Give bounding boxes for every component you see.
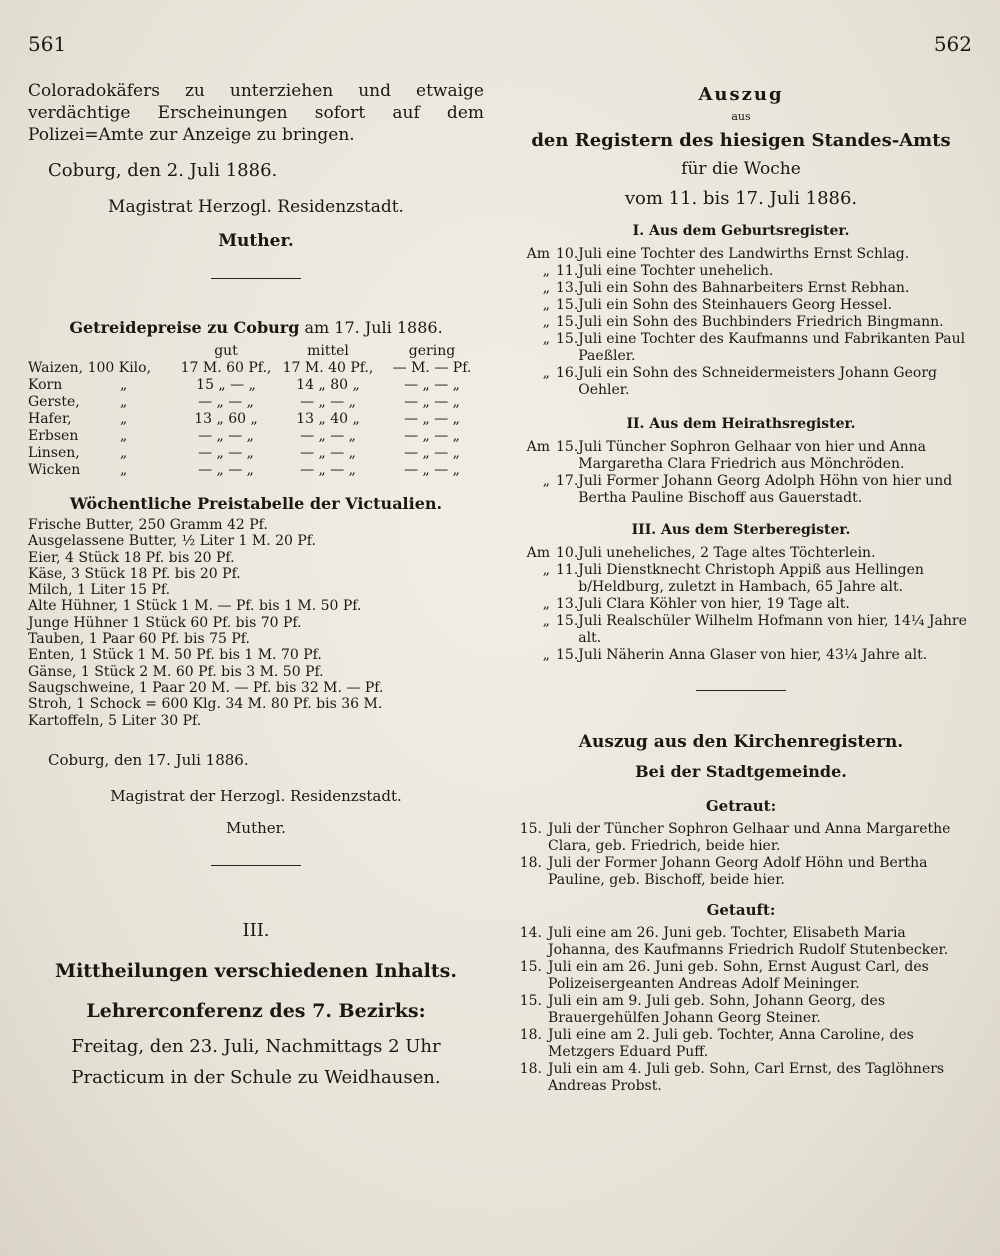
ditto-mark: „ — [120, 377, 128, 393]
grain-name-label: Linsen, — [28, 445, 80, 461]
grain-prices-date: am 17. Juli 1886. — [304, 318, 443, 337]
grain-price-mittel: — „ — „ — [300, 428, 356, 444]
grain-price-gut: 17 M. 60 Pf., — [180, 360, 272, 376]
entry-day: 17. — [556, 473, 579, 489]
grain-price-header-row — [28, 343, 484, 360]
entry-text: Juli Näherin Anna Glaser von hier, 43¼ Jahre alt. — [578, 647, 928, 663]
ditto-mark: „ — [120, 428, 128, 444]
section-number: III. — [242, 919, 270, 941]
prices-signature: Muther. — [226, 818, 286, 837]
entry-day: 15. — [556, 297, 579, 313]
entry-text: Juli der Tüncher Sophron Gelhaar und Anna Margarethe Clara, geb. Friedrich, beide hier. — [548, 821, 951, 854]
registry-heading: Auszug — [698, 84, 784, 105]
entry-text: Juli Dienstknecht Christoph Appiß aus Hellingen b/Heldburg, zuletzt in Hambach, 65 Jahre alt. — [578, 562, 924, 595]
entry-day: 15. — [556, 314, 579, 330]
married-table — [510, 821, 972, 889]
grain-header-gering: gering — [408, 343, 456, 359]
grain-price-gering: — „ — „ — [404, 445, 460, 461]
page-number-left: 561 — [28, 32, 67, 56]
grain-price-row — [28, 394, 484, 411]
grain-name-label: Korn — [28, 377, 63, 393]
registry-heading-week: für die Woche — [681, 159, 801, 179]
grain-name — [28, 428, 176, 445]
birth-entry — [510, 331, 972, 365]
section-title: Mittheilungen verschiedenen Inhalts. — [55, 959, 457, 982]
grain-price-gering: — „ — „ — [404, 377, 460, 393]
victual-price-line: Milch, 1 Liter 15 Pf. — [28, 582, 171, 599]
entry-lead: „ — [542, 263, 550, 279]
grain-price-gut: — „ — „ — [198, 428, 254, 444]
victual-price-title: Wöchentliche Preistabelle der Victualien. — [69, 494, 443, 513]
entry-text: Juli Realschüler Wilhelm Hofmann von hier, 14¼ Jahre alt. — [578, 613, 967, 646]
grain-name — [28, 411, 176, 428]
grain-prices-title: Getreidepreise zu Coburg — [69, 318, 300, 337]
entry-lead: „ — [542, 562, 550, 578]
grain-name-label: Hafer, — [28, 411, 72, 427]
grain-price-mittel: — „ — „ — [300, 445, 356, 461]
prices-signer: Magistrat der Herzogl. Residenzstadt. — [110, 786, 402, 805]
entry-text: Juli eine am 2. Juli geb. Tochter, Anna Caroline, des Metzgers Eduard Puff. — [548, 1027, 914, 1060]
divider — [211, 278, 301, 279]
birth-entry — [510, 314, 972, 331]
birth-entry — [510, 263, 972, 280]
grain-price-row — [28, 377, 484, 394]
grain-price-row — [28, 445, 484, 462]
victual-price-line: Stroh, 1 Schock = 600 Klg. 34 M. 80 Pf. bis 36 M. — [28, 696, 383, 713]
entry-text: Juli ein Sohn des Bahnarbeiters Ernst Rebhan. — [578, 280, 910, 296]
entry-day: 13. — [556, 596, 579, 612]
entry-day: 15. — [556, 331, 579, 347]
grain-name-label: Wicken — [28, 462, 81, 478]
entry-text: Juli Tüncher Sophron Gelhaar von hier und Anna Margaretha Clara Friedrich aus Mönchröden. — [578, 439, 927, 472]
birth-entry — [510, 246, 972, 263]
entry-day: 15. — [556, 439, 579, 455]
entry-day: 10. — [556, 545, 579, 561]
grain-price-row — [28, 462, 484, 479]
baptized-title: Getauft: — [706, 901, 776, 919]
baptized-entry — [510, 993, 972, 1027]
conference-line-2: Practicum in der Schule zu Weidhausen. — [71, 1066, 441, 1088]
death-entry — [510, 545, 972, 562]
entry-day: 15. — [556, 647, 579, 663]
grain-price-gut: — „ — „ — [198, 462, 254, 478]
notice-date: Coburg, den 2. Juli 1886. — [48, 160, 278, 181]
entry-lead: Am — [526, 545, 550, 561]
ditto-mark: „ — [120, 394, 128, 410]
entry-day: 11. — [556, 562, 579, 578]
birth-entry — [510, 297, 972, 314]
grain-name-label: Gerste, — [28, 394, 80, 410]
entry-text: Juli ein Sohn des Steinhauers Georg Hessel. — [578, 297, 892, 313]
marriage-register-table — [510, 439, 972, 507]
married-entry — [510, 855, 972, 889]
grain-price-gut: 15 „ — „ — [196, 377, 256, 393]
entry-text: Juli uneheliches, 2 Tage altes Töchterlein. — [578, 545, 876, 561]
victual-price-line: Alte Hühner, 1 Stück 1 M. — Pf. bis 1 M. 50 Pf. — [28, 598, 362, 615]
grain-price-gering: — „ — „ — [404, 394, 460, 410]
divider-2 — [211, 865, 301, 866]
baptized-entry — [510, 1027, 972, 1061]
married-title: Getraut: — [705, 797, 777, 815]
intro-paragraph: Coloradokäfers zu unterziehen und etwaige verdächtige Erscheinungen sofort auf dem Polizei=Amte zur Anzeige zu bringen. — [28, 81, 484, 145]
victual-price-line: Junge Hühner 1 Stück 60 Pf. bis 70 Pf. — [28, 614, 302, 631]
victual-price-line: Enten, 1 Stück 1 M. 50 Pf. bis 1 M. 70 Pf. — [28, 647, 322, 664]
victual-price-list — [28, 517, 484, 729]
entry-lead: „ — [542, 596, 550, 612]
married-entry — [510, 821, 972, 855]
grain-name — [28, 394, 176, 411]
grain-price-gut: — „ — „ — [198, 394, 254, 410]
victual-price-line: Kartoffeln, 5 Liter 30 Pf. — [28, 712, 202, 729]
ditto-mark: „ — [120, 445, 128, 461]
entry-text: Juli ein Sohn des Schneidermeisters Johann Georg Oehler. — [578, 365, 937, 398]
entry-text: Juli ein am 26. Juni geb. Sohn, Ernst August Carl, des Polizeisergeanten Andreas Adolf Meininger. — [548, 959, 929, 992]
registry-heading-aus: aus — [731, 110, 751, 123]
grain-price-gering: — M. — Pf. — [392, 360, 472, 376]
entry-lead: „ — [542, 613, 550, 629]
grain-price-gut: 13 „ 60 „ — [194, 411, 258, 427]
grain-name-label: Erbsen — [28, 428, 79, 444]
entry-day: 10. — [556, 246, 579, 262]
entry-text: Juli eine am 26. Juni geb. Tochter, Elisabeth Maria Johanna, des Kaufmanns Friedrich Rudolf Stutenbecker. — [548, 925, 949, 958]
death-entry — [510, 613, 972, 647]
page-number-right: 562 — [933, 32, 972, 56]
ditto-mark: „ — [120, 462, 128, 478]
grain-name-label: Waizen, 100 Kilo, — [28, 360, 152, 376]
grain-price-mittel: 17 M. 40 Pf., — [282, 360, 374, 376]
left-column — [28, 80, 484, 1090]
birth-register-table — [510, 246, 972, 399]
notice-signature: Muther. — [218, 231, 294, 251]
entry-lead: „ — [542, 297, 550, 313]
entry-lead: „ — [542, 647, 550, 663]
entry-text: Juli Clara Köhler von hier, 19 Tage alt. — [578, 596, 850, 612]
victual-price-line: Tauben, 1 Paar 60 Pf. bis 75 Pf. — [28, 631, 250, 648]
conference-title: Lehrerconferenz des 7. Bezirks: — [86, 999, 426, 1022]
entry-text: Juli ein am 4. Juli geb. Sohn, Carl Ernst, des Taglöhners Andreas Probst. — [548, 1061, 945, 1094]
grain-name — [28, 462, 176, 479]
prices-date: Coburg, den 17. Juli 1886. — [48, 750, 249, 769]
conference-line-1: Freitag, den 23. Juli, Nachmittags 2 Uhr — [71, 1035, 441, 1057]
grain-name — [28, 360, 176, 377]
right-column — [510, 80, 972, 1095]
grain-prices-heading — [28, 317, 484, 339]
marriage-entry — [510, 473, 972, 507]
birth-entry — [510, 280, 972, 297]
death-entry — [510, 647, 972, 664]
birth-register-title: I. Aus dem Geburtsregister. — [632, 223, 850, 239]
entry-lead: „ — [542, 473, 550, 489]
victual-price-line: Eier, 4 Stück 18 Pf. bis 20 Pf. — [28, 549, 235, 566]
victual-price-line: Frische Butter, 250 Gramm 42 Pf. — [28, 517, 268, 533]
death-register-table — [510, 545, 972, 664]
marriage-register-title: II. Aus dem Heirathsregister. — [626, 416, 856, 432]
victual-price-line: Saugschweine, 1 Paar 20 M. — Pf. bis 32 M. — Pf. — [28, 679, 384, 696]
entry-text: Juli ein Sohn des Buchbinders Friedrich Bingmann. — [578, 314, 944, 330]
entry-day: 16. — [556, 365, 579, 381]
entry-day: 11. — [556, 263, 579, 279]
grain-header-mittel: mittel — [307, 343, 349, 359]
entry-day: 13. — [556, 280, 579, 296]
grain-name — [28, 377, 176, 394]
grain-price-gering: — „ — „ — [404, 411, 460, 427]
entry-day: 18. — [519, 1027, 542, 1043]
grain-price-row — [28, 360, 484, 377]
entry-text: Juli eine Tochter des Landwirths Ernst Schlag. — [578, 246, 910, 262]
notice-signer: Magistrat Herzogl. Residenzstadt. — [108, 197, 404, 217]
entry-day: 18. — [519, 1061, 542, 1077]
entry-lead: „ — [542, 314, 550, 330]
grain-price-mittel: — „ — „ — [300, 394, 356, 410]
grain-price-mittel: 14 „ 80 „ — [296, 377, 360, 393]
death-entry — [510, 596, 972, 613]
entry-text: Juli Former Johann Georg Adolph Höhn von hier und Bertha Pauline Bischoff aus Gauerstadt. — [578, 473, 953, 506]
registry-heading-main: den Registern des hiesigen Standes-Amts — [531, 130, 951, 151]
baptized-table — [510, 925, 972, 1095]
grain-price-gut: — „ — „ — [198, 445, 254, 461]
grain-price-table — [28, 343, 484, 479]
ditto-mark: „ — [120, 411, 128, 427]
marriage-entry — [510, 439, 972, 473]
grain-price-mittel: — „ — „ — [300, 462, 356, 478]
baptized-entry — [510, 925, 972, 959]
birth-entry — [510, 365, 972, 399]
entry-lead: „ — [542, 280, 550, 296]
entry-text: Juli eine Tochter des Kaufmanns und Fabrikanten Paul Paeßler. — [578, 331, 966, 364]
grain-price-mittel: 13 „ 40 „ — [296, 411, 360, 427]
entry-lead: „ — [542, 365, 550, 381]
entry-lead: „ — [542, 331, 550, 347]
death-entry — [510, 562, 972, 596]
entry-lead: Am — [526, 439, 550, 455]
grain-price-gering: — „ — „ — [404, 462, 460, 478]
entry-day: 15. — [519, 959, 542, 975]
grain-header-gut: gut — [214, 343, 238, 359]
grain-name — [28, 445, 176, 462]
entry-day: 15. — [519, 993, 542, 1009]
church-register-title: Auszug aus den Kirchenregistern. — [578, 732, 904, 752]
divider-3 — [696, 690, 786, 691]
entry-text: Juli der Former Johann Georg Adolf Höhn und Bertha Pauline, geb. Bischoff, beide hier. — [548, 855, 928, 888]
registry-heading-dates: vom 11. bis 17. Juli 1886. — [624, 188, 858, 209]
victual-price-line: Ausgelassene Butter, ½ Liter 1 M. 20 Pf. — [28, 533, 316, 550]
church-register-subtitle: Bei der Stadtgemeinde. — [635, 762, 847, 781]
baptized-entry — [510, 959, 972, 993]
victual-price-line: Gänse, 1 Stück 2 M. 60 Pf. bis 3 M. 50 Pf. — [28, 663, 324, 680]
death-register-title: III. Aus dem Sterberegister. — [631, 522, 851, 538]
entry-day: 18. — [519, 855, 542, 871]
entry-text: Juli eine Tochter unehelich. — [578, 263, 774, 279]
entry-day: 14. — [519, 925, 542, 941]
entry-day: 15. — [519, 821, 542, 837]
victual-price-line: Käse, 3 Stück 18 Pf. bis 20 Pf. — [28, 565, 241, 582]
baptized-entry — [510, 1061, 972, 1095]
entry-day: 15. — [556, 613, 579, 629]
entry-text: Juli ein am 9. Juli geb. Sohn, Johann Georg, des Brauergehülfen Johann Georg Steiner. — [548, 993, 886, 1026]
grain-price-row — [28, 428, 484, 445]
entry-lead: Am — [526, 246, 550, 262]
grain-price-gering: — „ — „ — [404, 428, 460, 444]
grain-price-row — [28, 411, 484, 428]
